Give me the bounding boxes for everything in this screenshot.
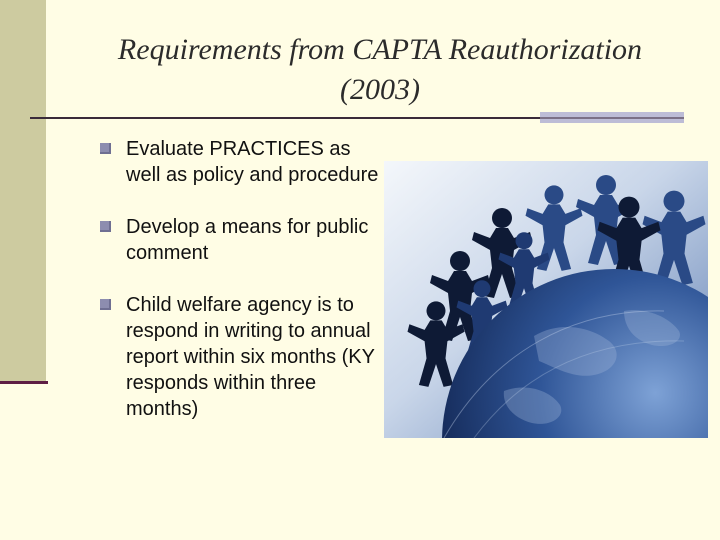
bullet-text: Evaluate PRACTICES as well as policy and procedure [126, 138, 379, 186]
left-decorative-band [0, 0, 46, 384]
bullet-text: Child welfare agency is to respond in writing to annual report within six months (KY responds within three months) [126, 294, 375, 420]
bullet-item [100, 292, 380, 422]
bullet-item [100, 136, 380, 188]
title-line-1: Requirements from CAPTA Reauthorization [117, 33, 643, 66]
left-band-rule [0, 381, 48, 384]
title-underline [30, 117, 540, 119]
square-bullet-icon [100, 143, 111, 154]
bullet-text: Develop a means for public comment [126, 216, 369, 264]
paper-dolls-globe-image [384, 161, 708, 438]
title-line-2: (2003) [340, 73, 420, 106]
bullet-list [100, 136, 380, 448]
square-bullet-icon [100, 299, 111, 310]
square-bullet-icon [100, 221, 111, 232]
bullet-item [100, 214, 380, 266]
title-underline-accent-line [540, 117, 684, 119]
slide-title [60, 30, 700, 110]
